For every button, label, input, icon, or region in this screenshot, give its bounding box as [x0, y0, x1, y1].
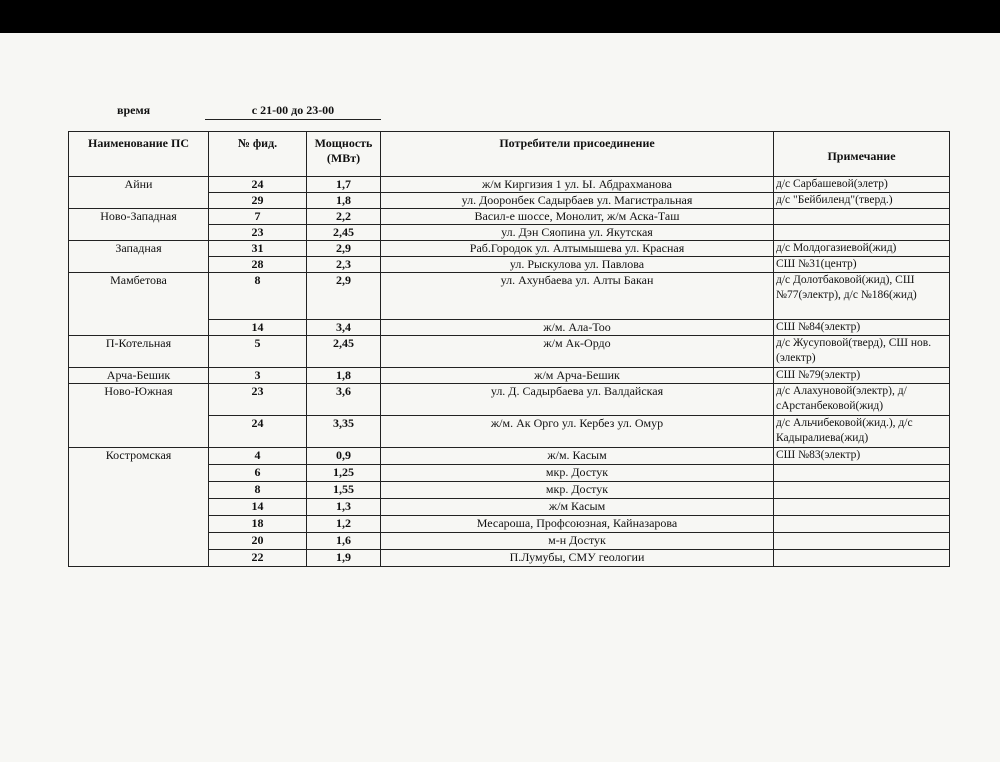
- cell-note: [774, 482, 950, 499]
- cell-feeder: 29: [209, 193, 307, 209]
- cell-ps: Айни: [69, 177, 209, 209]
- cell-power: 2,9: [307, 241, 381, 257]
- cell-power: 1,2: [307, 516, 381, 533]
- cell-power: 2,9: [307, 273, 381, 320]
- cell-consumers: мкр. Достук: [381, 482, 774, 499]
- cell-note: [774, 225, 950, 241]
- cell-note: д/с Сарбашевой(элетр): [774, 177, 950, 193]
- cell-note: д/с "Бейбиленд"(тверд.): [774, 193, 950, 209]
- col-header-feeder: № фид.: [209, 132, 307, 177]
- cell-note: [774, 533, 950, 550]
- cell-feeder: 3: [209, 368, 307, 384]
- cell-note: [774, 499, 950, 516]
- col-header-consumers: Потребители присоединение: [381, 132, 774, 177]
- cell-feeder: 24: [209, 177, 307, 193]
- cell-power: 1,9: [307, 550, 381, 567]
- cell-consumers: ул. Д. Садырбаева ул. Валдайская: [381, 384, 774, 416]
- cell-note: СШ №84(электр): [774, 320, 950, 336]
- cell-consumers: ж/м Ак-Ордо: [381, 336, 774, 368]
- cell-ps: Арча-Бешик: [69, 368, 209, 384]
- cell-note: д/с Альчибековой(жид.), д/с Кадыралиева(жид): [774, 416, 950, 448]
- cell-power: 1,6: [307, 533, 381, 550]
- cell-consumers: м-н Достук: [381, 533, 774, 550]
- time-label: время: [117, 103, 151, 117]
- cell-power: 1,55: [307, 482, 381, 499]
- cell-feeder: 23: [209, 384, 307, 416]
- cell-note: СШ №83(электр): [774, 448, 950, 465]
- cell-consumers: Васил-е шоссе, Монолит, ж/м Аска-Таш: [381, 209, 774, 225]
- cell-feeder: 23: [209, 225, 307, 241]
- cell-ps: Ново-Южная: [69, 384, 209, 448]
- cell-power: 1,3: [307, 499, 381, 516]
- time-value: с 21-00 до 23-00: [205, 103, 381, 120]
- col-header-ps: Наименование ПС: [69, 132, 209, 177]
- cell-consumers: ул. Ахунбаева ул. Алты Бакан: [381, 273, 774, 320]
- cell-power: 2,2: [307, 209, 381, 225]
- table-header: [69, 132, 950, 177]
- cell-ps: П-Котельная: [69, 336, 209, 368]
- cell-consumers: Раб.Городок ул. Алтымышева ул. Красная: [381, 241, 774, 257]
- cell-feeder: 14: [209, 499, 307, 516]
- scanned-page: [0, 33, 1000, 762]
- cell-feeder: 31: [209, 241, 307, 257]
- cell-feeder: 8: [209, 273, 307, 320]
- cell-feeder: 8: [209, 482, 307, 499]
- cell-consumers: ж/м Касым: [381, 499, 774, 516]
- table-row: [69, 384, 950, 416]
- cell-power: 0,9: [307, 448, 381, 465]
- cell-note: [774, 516, 950, 533]
- cell-consumers: ул. Дэн Сяопина ул. Якутская: [381, 225, 774, 241]
- cell-power: 1,8: [307, 368, 381, 384]
- cell-power: 2,3: [307, 257, 381, 273]
- cell-note: [774, 209, 950, 225]
- cell-consumers: ж/м. Ала-Тоо: [381, 320, 774, 336]
- cell-note: СШ №79(электр): [774, 368, 950, 384]
- cell-power: 3,35: [307, 416, 381, 448]
- cell-note: д/с Долотбаковой(жид), СШ №77(электр), д/с №186(жид): [774, 273, 950, 320]
- cell-consumers: ж/м Арча-Бешик: [381, 368, 774, 384]
- cell-ps: Западная: [69, 241, 209, 273]
- cell-feeder: 22: [209, 550, 307, 567]
- cell-power: 3,4: [307, 320, 381, 336]
- cell-note: д/с Жусуповой(тверд), СШ нов.(электр): [774, 336, 950, 368]
- table-row: [69, 448, 950, 465]
- cell-feeder: 20: [209, 533, 307, 550]
- cell-power: 1,7: [307, 177, 381, 193]
- cell-feeder: 14: [209, 320, 307, 336]
- cell-feeder: 6: [209, 465, 307, 482]
- col-header-note: Примечание: [774, 132, 950, 177]
- cell-consumers: Месароша, Профсоюзная, Кайназарова: [381, 516, 774, 533]
- cell-feeder: 28: [209, 257, 307, 273]
- table-row: [69, 177, 950, 193]
- cell-note: д/с Молдогазиевой(жид): [774, 241, 950, 257]
- cell-feeder: 7: [209, 209, 307, 225]
- table-row: [69, 209, 950, 225]
- cell-power: 1,25: [307, 465, 381, 482]
- cell-consumers: ул. Дооронбек Садырбаев ул. Магистральная: [381, 193, 774, 209]
- cell-consumers: мкр. Достук: [381, 465, 774, 482]
- cell-power: 2,45: [307, 336, 381, 368]
- cell-consumers: ж/м Киргизия 1 ул. Ы. Абдрахманова: [381, 177, 774, 193]
- col-header-power: Мощность (МВт): [307, 132, 381, 177]
- time-row: [0, 101, 1000, 121]
- cell-consumers: ж/м. Ак Орго ул. Кербез ул. Омур: [381, 416, 774, 448]
- cell-power: 1,8: [307, 193, 381, 209]
- cell-note: [774, 550, 950, 567]
- table-row: [69, 241, 950, 257]
- cell-feeder: 5: [209, 336, 307, 368]
- cell-feeder: 4: [209, 448, 307, 465]
- cell-note: д/с Алахуновой(электр), д/сАрстанбековой(жид): [774, 384, 950, 416]
- outage-table: [68, 131, 950, 567]
- cell-consumers: ж/м. Касым: [381, 448, 774, 465]
- cell-note: СШ №31(центр): [774, 257, 950, 273]
- cell-ps: Костромская: [69, 448, 209, 567]
- cell-ps: Ново-Западная: [69, 209, 209, 241]
- cell-power: 2,45: [307, 225, 381, 241]
- cell-power: 3,6: [307, 384, 381, 416]
- table-row: [69, 273, 950, 320]
- cell-consumers: ул. Рыскулова ул. Павлова: [381, 257, 774, 273]
- cell-feeder: 24: [209, 416, 307, 448]
- cell-feeder: 18: [209, 516, 307, 533]
- cell-consumers: П.Лумубы, СМУ геологии: [381, 550, 774, 567]
- table-row: [69, 368, 950, 384]
- cell-note: [774, 465, 950, 482]
- cell-ps: Мамбетова: [69, 273, 209, 336]
- table-row: [69, 336, 950, 368]
